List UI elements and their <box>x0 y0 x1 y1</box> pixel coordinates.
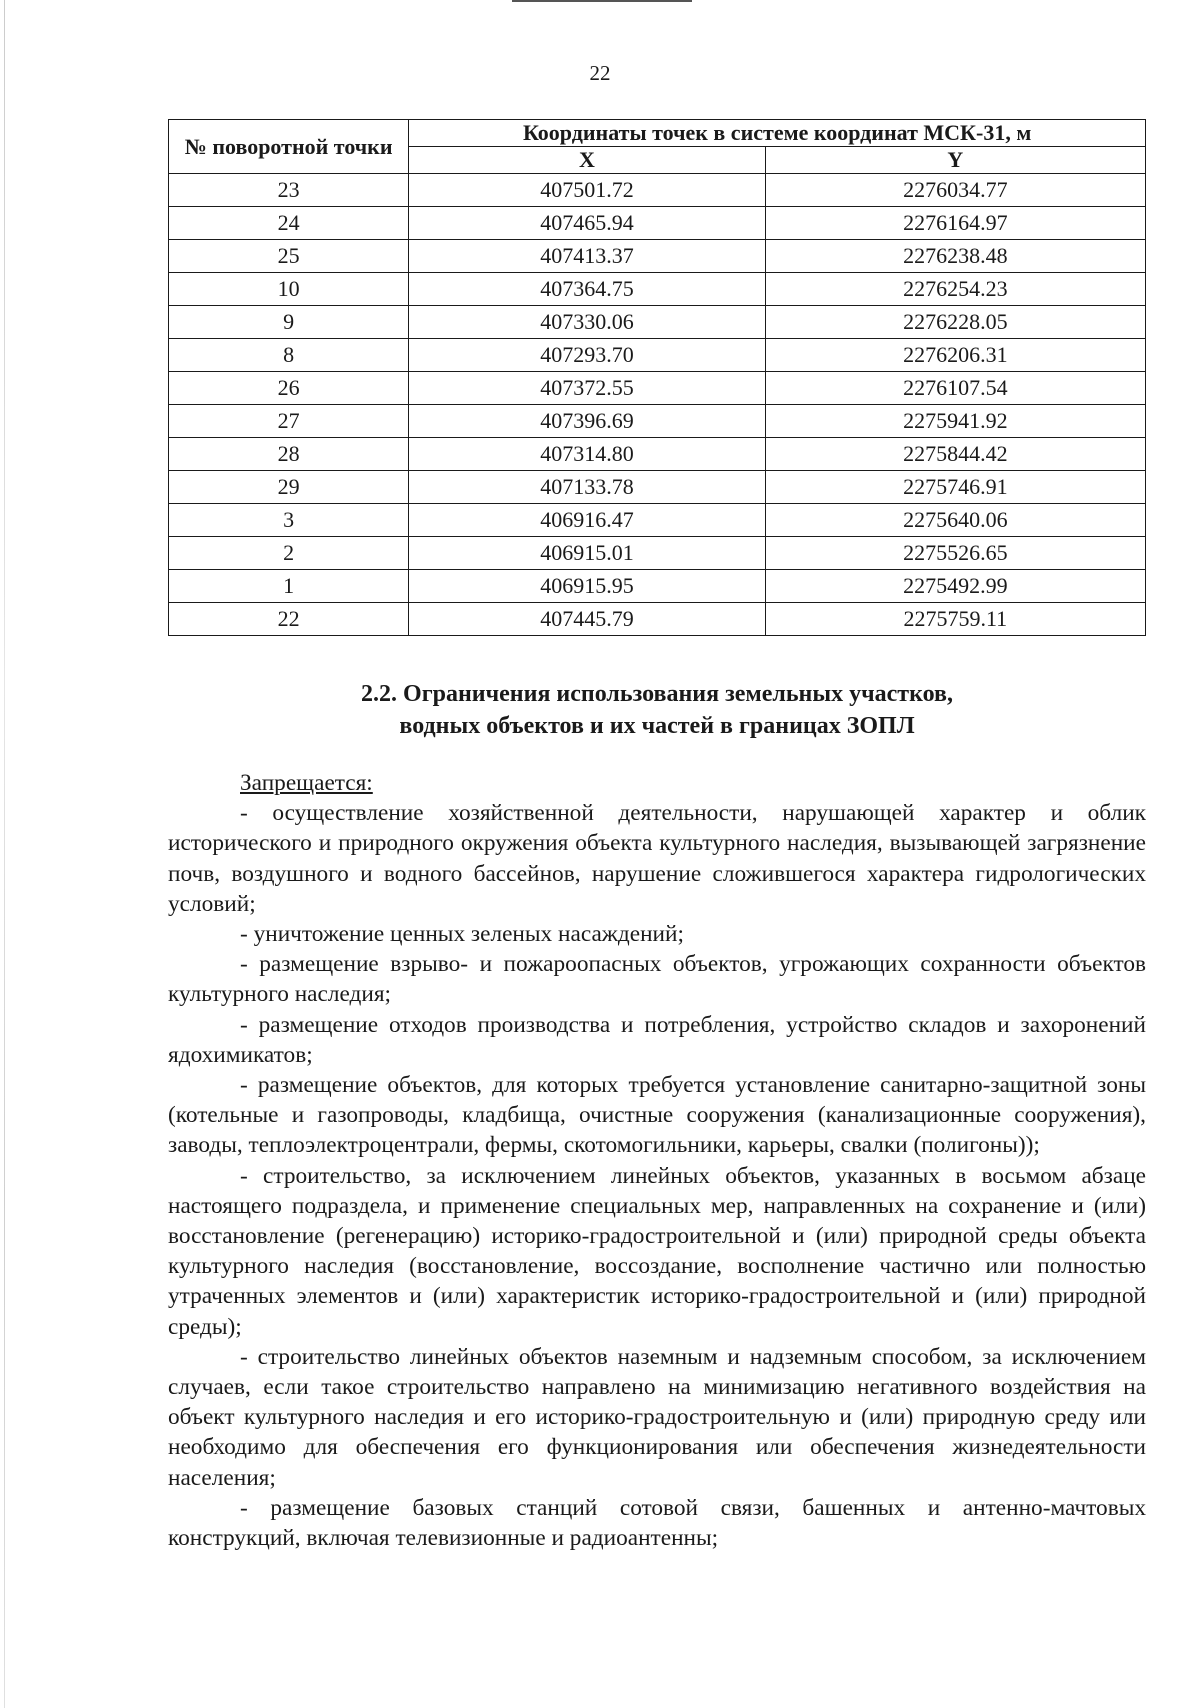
cell-x: 407396.69 <box>409 405 765 438</box>
table-row <box>169 570 1146 603</box>
page-number: 22 <box>589 61 611 85</box>
cell-y: 2275526.65 <box>765 537 1145 570</box>
cell-point: 9 <box>169 306 409 339</box>
cell-x: 406915.01 <box>409 537 765 570</box>
table-row <box>169 339 1146 372</box>
table-header-row <box>169 120 1146 147</box>
coordinates-table <box>168 119 1146 636</box>
cell-y: 2275492.99 <box>765 570 1145 603</box>
cell-point: 25 <box>169 240 409 273</box>
cell-point: 26 <box>169 372 409 405</box>
cell-y: 2276228.05 <box>765 306 1145 339</box>
cell-y: 2276164.97 <box>765 207 1145 240</box>
table-row <box>169 207 1146 240</box>
cell-point: 2 <box>169 537 409 570</box>
cell-y: 2276206.31 <box>765 339 1145 372</box>
restriction-item: - размещение объектов, для которых требуется установление санитарно-защитной зоны (котельные и газопроводы, кладбища, очистные сооружения (канализационные сооружения), заводы, теплоэлектроцентрали, фермы, скотомогильники, карьеры, свалки (полигоны)); <box>168 1072 1146 1159</box>
cell-point: 24 <box>169 207 409 240</box>
restriction-item: - размещение базовых станций сотовой связи, башенных и антенно-мачтовых конструкций, включая телевизионные и радиоантенны; <box>168 1494 1146 1552</box>
section-heading <box>168 678 1146 742</box>
table-body <box>169 174 1146 636</box>
header-y: Y <box>765 147 1145 174</box>
table-row <box>169 438 1146 471</box>
table-row <box>169 471 1146 504</box>
cell-x: 407314.80 <box>409 438 765 471</box>
restriction-item: - осуществление хозяйственной деятельности, нарушающей характер и облик исторического и природного окружения объекта культурного наследия, вызывающей загрязнение почв, воздушного и водного бассейнов, нарушение сложившегося характера гидрологических условий; <box>168 800 1146 917</box>
prohibited-label: Запрещается: <box>240 770 373 796</box>
table-row <box>169 372 1146 405</box>
cell-x: 407133.78 <box>409 471 765 504</box>
header-coordinates: Координаты точек в системе координат МСК-31, м <box>409 120 1146 147</box>
cell-point: 1 <box>169 570 409 603</box>
cell-point: 29 <box>169 471 409 504</box>
cell-y: 2276254.23 <box>765 273 1145 306</box>
restriction-item: - размещение отходов производства и потребления, устройство складов и захоронений ядохимикатов; <box>168 1011 1146 1068</box>
cell-x: 407330.06 <box>409 306 765 339</box>
restriction-list <box>168 798 1146 1553</box>
restriction-item: - размещение взрыво- и пожароопасных объектов, угрожающих сохранности объектов культурного наследия; <box>168 951 1146 1008</box>
cell-y: 2275941.92 <box>765 405 1145 438</box>
restriction-item: - строительство линейных объектов наземным и надземным способом, за исключением случаев, если такое строительство направлено на минимизацию негативного воздействия на объект культурного наследия и его историко-градостроительную и (или) природную среду или необходимо для обеспечения его функционирования или обеспечения жизнедеятельности населения; <box>168 1343 1146 1491</box>
restriction-item: - строительство, за исключением линейных объектов, указанных в восьмом абзаце настоящего подраздела, и применение специальных мер, направленных на сохранение и (или) восстановление (регенерацию) историко-градостроительной и (или) природной среды объекта культурного наследия (восстановление, воссоздание, восполнение частично или полностью утраченных элементов и (или) характеристик историко-градостроительной и (или) природной среды); <box>168 1162 1146 1340</box>
cell-point: 22 <box>169 603 409 636</box>
cell-x: 406915.95 <box>409 570 765 603</box>
cell-point: 10 <box>169 273 409 306</box>
cell-y: 2276107.54 <box>765 372 1145 405</box>
header-x: X <box>409 147 765 174</box>
cell-x: 407413.37 <box>409 240 765 273</box>
cell-point: 28 <box>169 438 409 471</box>
cell-y: 2275844.42 <box>765 438 1145 471</box>
table-row <box>169 273 1146 306</box>
table-row <box>169 603 1146 636</box>
section-heading-line-1: 2.2. Ограничения использования земельных участков, <box>361 681 953 707</box>
cell-y: 2275640.06 <box>765 504 1145 537</box>
cell-x: 407372.55 <box>409 372 765 405</box>
cell-x: 407293.70 <box>409 339 765 372</box>
header-point-number: № поворотной точки <box>169 120 409 174</box>
table-row <box>169 306 1146 339</box>
cell-y: 2276238.48 <box>765 240 1145 273</box>
table-row <box>169 537 1146 570</box>
scan-edge-line <box>4 0 5 1708</box>
cell-y: 2275746.91 <box>765 471 1145 504</box>
table-row <box>169 405 1146 438</box>
cell-y: 2275759.11 <box>765 603 1145 636</box>
section-heading-line-2: водных объектов и их частей в границах ЗОПЛ <box>399 713 915 739</box>
cell-x: 407364.75 <box>409 273 765 306</box>
cell-x: 407445.79 <box>409 603 765 636</box>
restrictions-text <box>168 768 1146 1553</box>
table-row <box>169 504 1146 537</box>
cell-point: 23 <box>169 174 409 207</box>
cell-x: 406916.47 <box>409 504 765 537</box>
cell-x: 407465.94 <box>409 207 765 240</box>
scan-top-rule <box>512 0 692 2</box>
cell-point: 8 <box>169 339 409 372</box>
table-row <box>169 240 1146 273</box>
table-row <box>169 174 1146 207</box>
cell-y: 2276034.77 <box>765 174 1145 207</box>
cell-point: 27 <box>169 405 409 438</box>
cell-x: 407501.72 <box>409 174 765 207</box>
cell-point: 3 <box>169 504 409 537</box>
restriction-item: - уничтожение ценных зеленых насаждений; <box>240 921 684 948</box>
